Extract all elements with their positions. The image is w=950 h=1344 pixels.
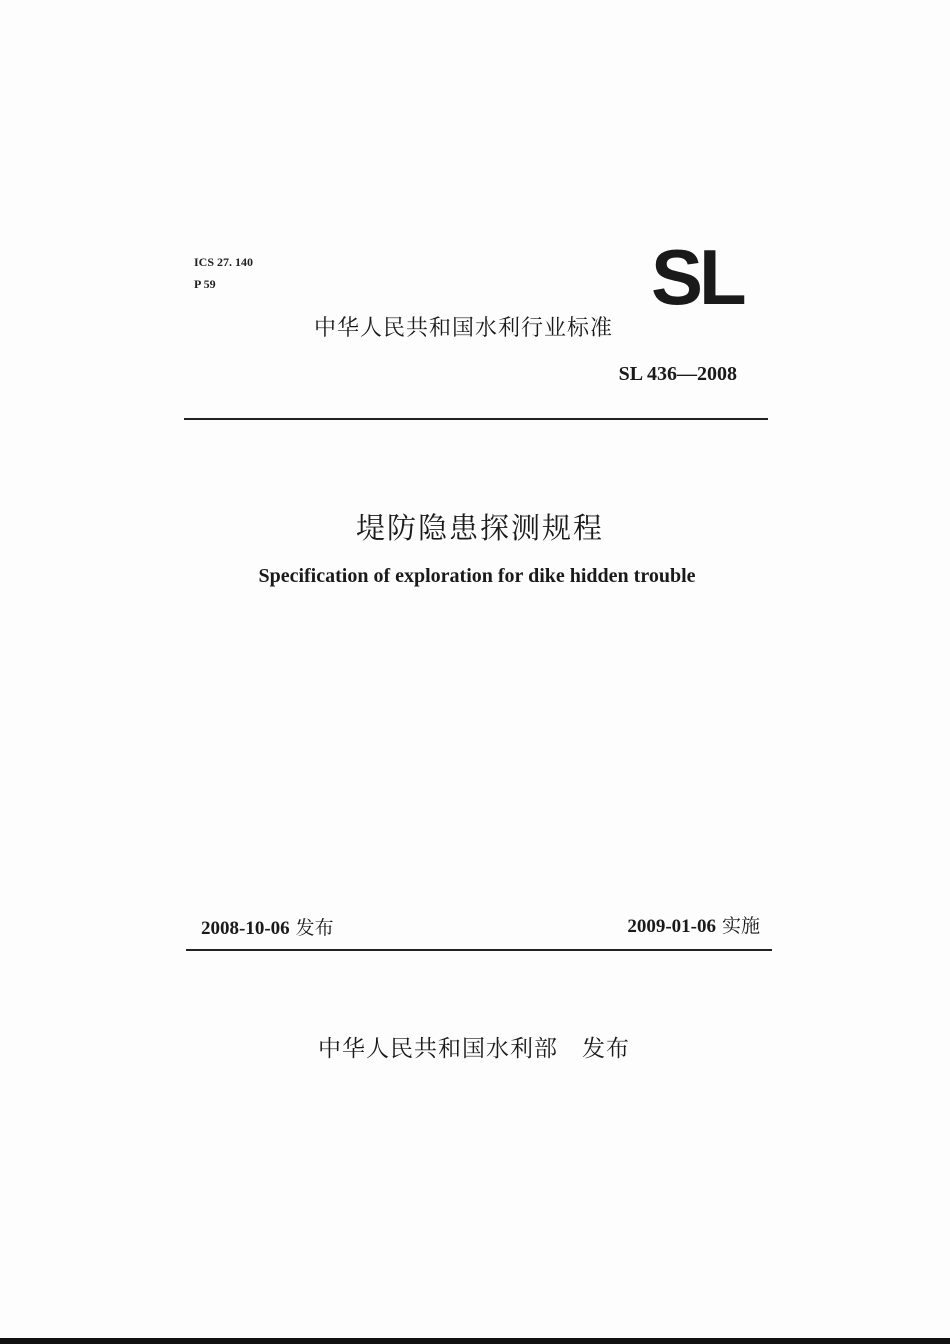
- sl-logo-text: SL: [651, 236, 743, 308]
- title-english: Specification of exploration for dike hidden trouble: [258, 565, 696, 587]
- standard-code: SL 436—2008: [618, 363, 737, 385]
- classification-block: [194, 251, 253, 295]
- standard-type: 中华人民共和国水利行业标准: [314, 316, 614, 341]
- ccs-code: P 59: [194, 277, 216, 291]
- publisher-name: 中华人民共和国水利部: [318, 1036, 558, 1062]
- publisher-action: 发布: [582, 1036, 630, 1062]
- sl-logo: [651, 236, 757, 308]
- implement-date: 2009-01-06: [627, 916, 716, 937]
- issue-label: 发布: [295, 917, 334, 939]
- issue-date: 2008-10-06: [201, 918, 290, 939]
- bottom-divider: [186, 949, 772, 951]
- issue-date-line: [201, 913, 334, 940]
- top-divider: [184, 418, 768, 420]
- publisher-line: [318, 1030, 630, 1063]
- implement-date-line: [627, 911, 760, 938]
- scan-edge-bar: [0, 1338, 950, 1344]
- ics-code: ICS 27. 140: [194, 255, 254, 269]
- implement-label: 实施: [721, 915, 760, 937]
- title-chinese: 堤防隐患探测规程: [355, 511, 604, 545]
